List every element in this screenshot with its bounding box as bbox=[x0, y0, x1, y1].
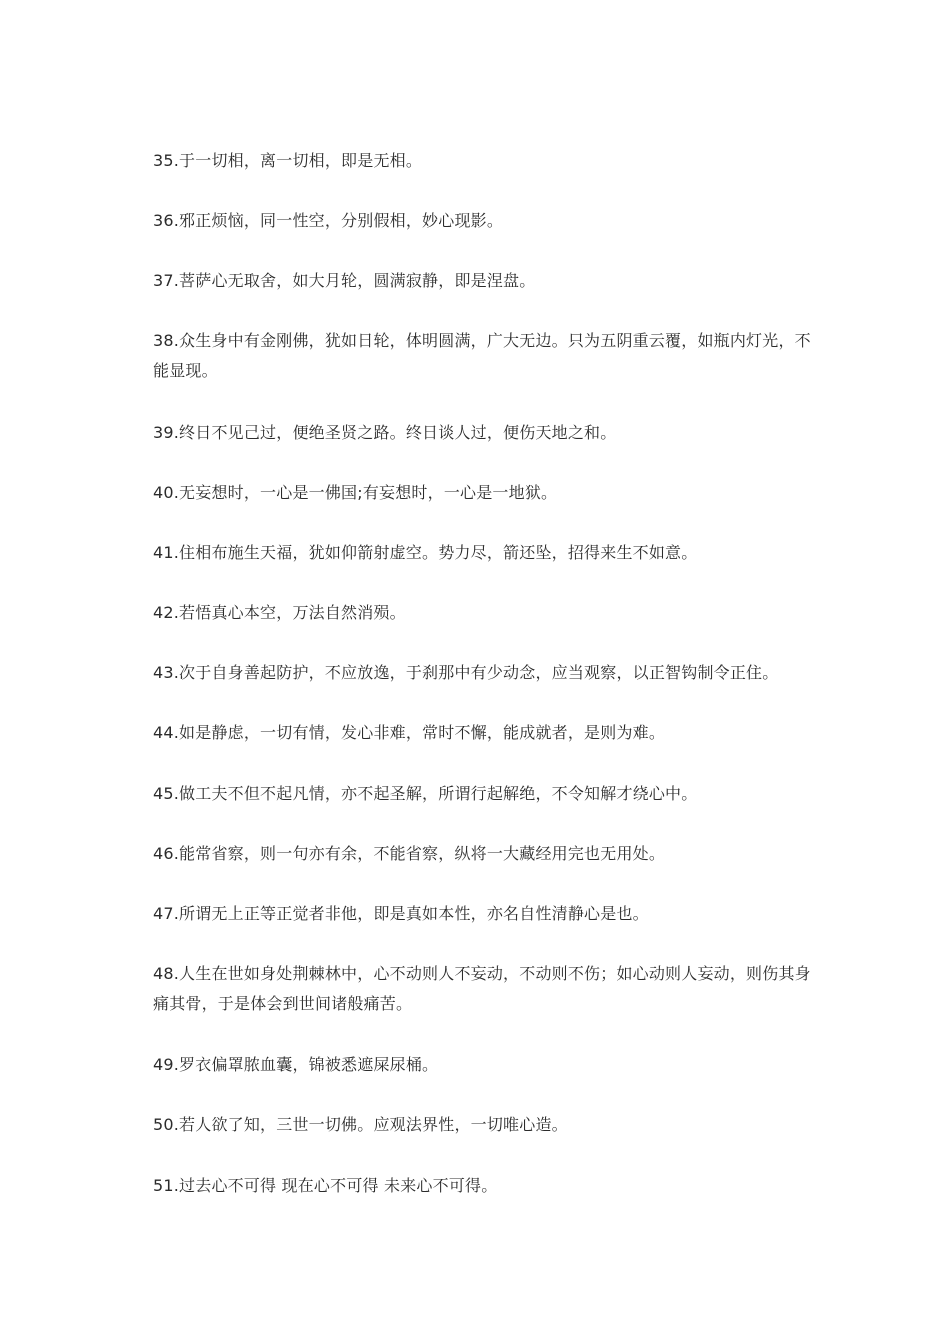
paragraph-45: 45.做工夫不但不起凡情，亦不起圣解，所谓行起解绝，不令知解才绕心中。 bbox=[153, 784, 698, 803]
paragraph-46: 46.能常省察，则一句亦有余，不能省察，纵将一大藏经用完也无用处。 bbox=[153, 844, 666, 863]
paragraph-44: 44.如是静虑，一切有情，发心非难，常时不懈，能成就者，是则为难。 bbox=[153, 723, 666, 742]
paragraph-37: 37.菩萨心无取舍，如大月轮，圆满寂静，即是涅盘。 bbox=[153, 271, 536, 290]
paragraph-48: 48.人生在世如身处荆棘林中，心不动则人不妄动，不动则不伤；如心动则人妄动，则伤其身痛其骨，于是体会到世间诸般痛苦。 bbox=[153, 964, 811, 1013]
paragraph-43: 43.次于自身善起防护，不应放逸，于刹那中有少动念，应当观察，以正智钩制令正住。 bbox=[153, 663, 779, 682]
paragraph-50: 50.若人欲了知，三世一切佛。应观法界性，一切唯心造。 bbox=[153, 1115, 568, 1134]
paragraph-41: 41.住相布施生天福，犹如仰箭射虚空。势力尽，箭还坠，招得来生不如意。 bbox=[153, 543, 698, 562]
paragraph-49: 49.罗衣偏罩脓血囊，锦被悉遮屎尿桶。 bbox=[153, 1055, 439, 1074]
paragraph-42: 42.若悟真心本空，万法自然消殒。 bbox=[153, 603, 406, 622]
paragraph-38: 38.众生身中有金刚佛，犹如日轮，体明圆满，广大无边。只为五阴重云覆，如瓶内灯光，不能显现。 bbox=[153, 331, 811, 380]
paragraph-51: 51.过去心不可得 现在心不可得 未来心不可得。 bbox=[153, 1176, 498, 1195]
paragraph-40: 40.无妄想时，一心是一佛国;有妄想时，一心是一地狱。 bbox=[153, 483, 558, 502]
paragraph-35: 35.于一切相，离一切相，即是无相。 bbox=[153, 151, 423, 170]
paragraph-36: 36.邪正烦恼，同一性空，分别假相，妙心现影。 bbox=[153, 211, 504, 230]
paragraph-47: 47.所谓无上正等正觉者非他，即是真如本性，亦名自性清静心是也。 bbox=[153, 904, 649, 923]
paragraph-39: 39.终日不见己过，便绝圣贤之路。终日谈人过，便伤天地之和。 bbox=[153, 423, 617, 442]
